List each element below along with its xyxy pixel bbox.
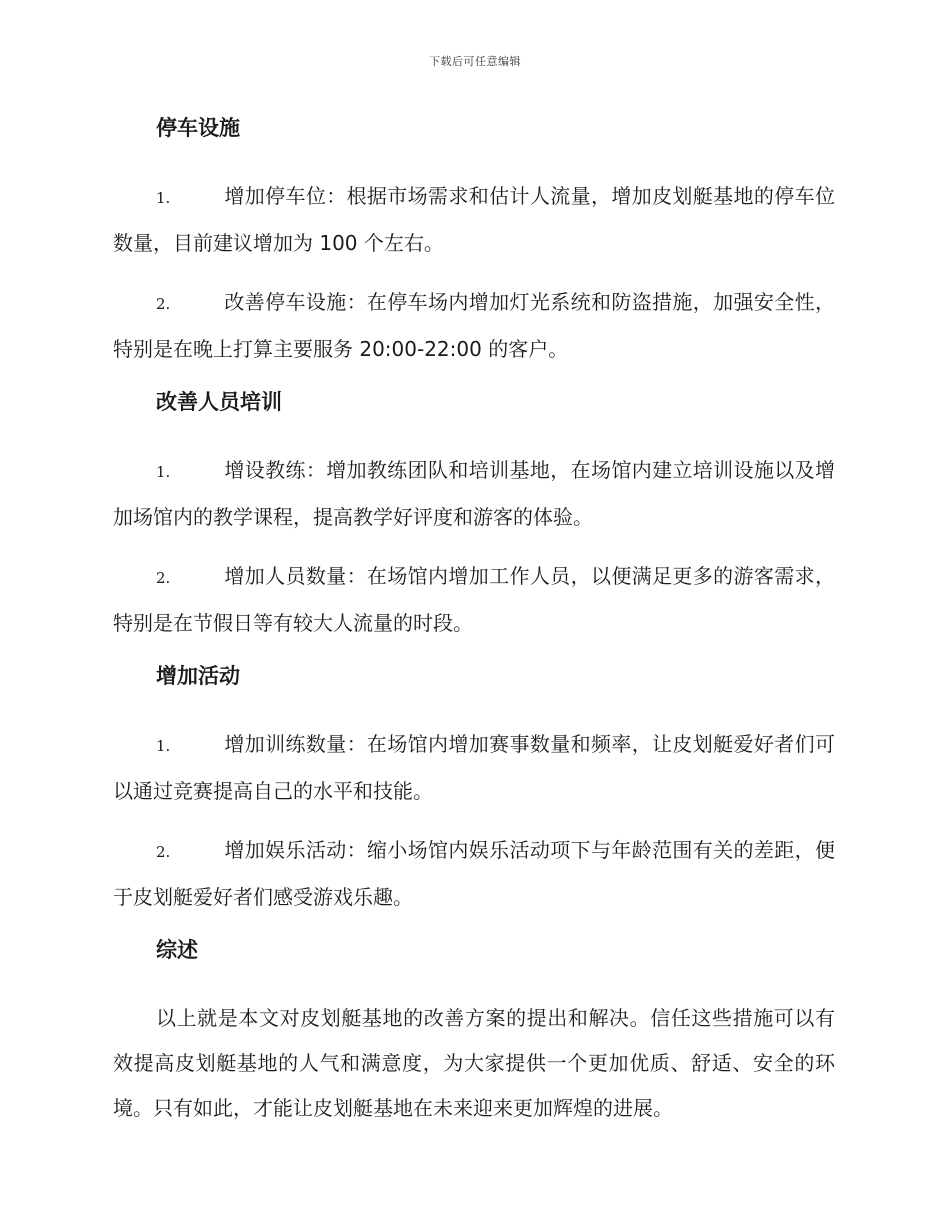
section-title: 增加活动 — [156, 664, 240, 688]
list-item-text: 增设教练：增加教练团队和培训基地，在场馆内建立培训设施以及增加场馆内的教学课程，提高教学好评度和游客的体验。 — [113, 458, 835, 529]
list-item-number: 2. — [156, 843, 171, 861]
list-item-number: 2. — [156, 569, 171, 587]
list-item-text: 增加娱乐活动：缩小场馆内娱乐活动项下与年龄范围有关的差距，便于皮划艇爱好者们感受游戏乐趣。 — [113, 838, 835, 909]
list-item-number: 1. — [156, 737, 171, 755]
section-title: 综述 — [156, 938, 198, 962]
section-title: 停车设施 — [156, 116, 240, 140]
list-item — [113, 448, 835, 540]
section-summary — [113, 934, 835, 1131]
document-body — [113, 112, 835, 1131]
list-item — [113, 280, 835, 372]
list-item-text: 增加人员数量：在场馆内增加工作人员，以便满足更多的游客需求，特别是在节假日等有较大人流量的时段。 — [113, 564, 835, 635]
list-item — [113, 554, 835, 646]
list-item — [113, 722, 835, 814]
summary-paragraph: 以上就是本文对皮划艇基地的改善方案的提出和解决。信任这些措施可以有效提高皮划艇基地的人气和满意度，为大家提供一个更加优质、舒适、安全的环境。只有如此，才能让皮划艇基地在未来迎来更加辉煌的进展。 — [113, 1006, 835, 1120]
section-activities — [113, 660, 835, 920]
list-item-number: 2. — [156, 295, 171, 313]
list-item — [113, 828, 835, 920]
list-item-text: 增加训练数量：在场馆内增加赛事数量和频率，让皮划艇爱好者们可以通过竞赛提高自己的水平和技能。 — [113, 732, 835, 803]
section-title: 改善人员培训 — [156, 390, 282, 414]
list-item-text: 改善停车设施：在停车场内增加灯光系统和防盗措施，加强安全性，特别是在晚上打算主要服务 20:00-22:00 的客户。 — [113, 290, 835, 361]
list-item-number: 1. — [156, 189, 171, 207]
list-item — [113, 174, 835, 266]
list-item-text: 增加停车位：根据市场需求和估计人流量，增加皮划艇基地的停车位数量，目前建议增加为 100 个左右。 — [113, 184, 835, 255]
header-note: 下载后可任意编辑 — [429, 55, 521, 68]
section-parking — [113, 112, 835, 372]
list-item-number: 1. — [156, 463, 171, 481]
section-training — [113, 386, 835, 646]
